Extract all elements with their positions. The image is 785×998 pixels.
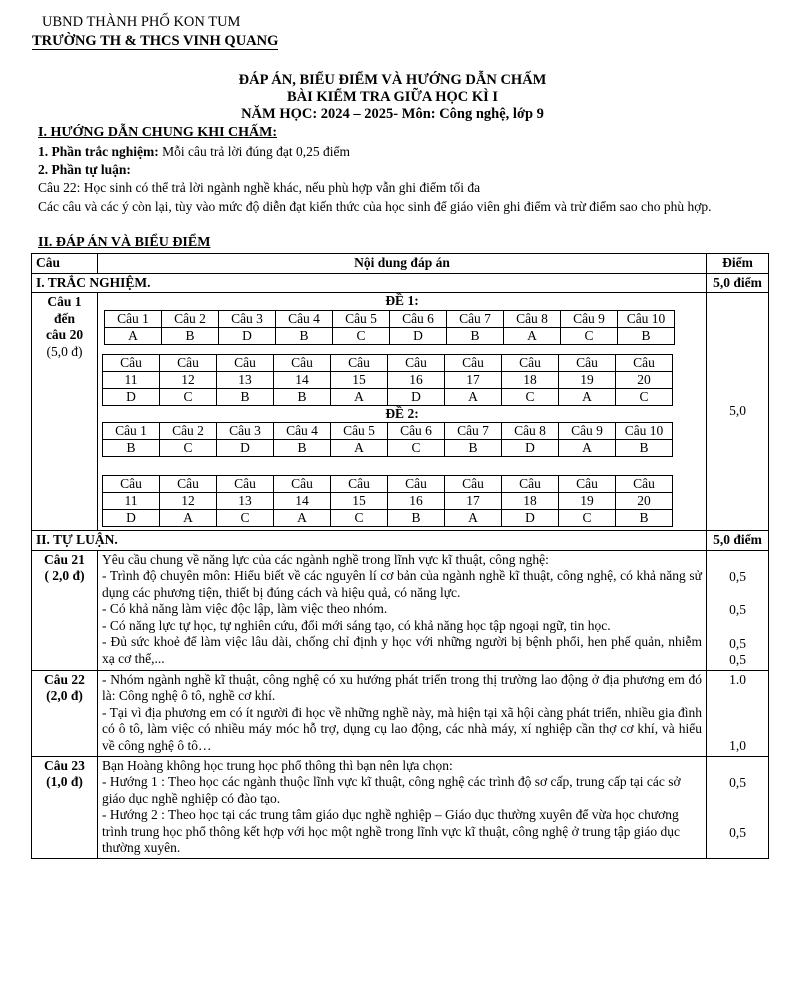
- answer-grid-cell: Câu: [103, 476, 160, 493]
- answer-grid-cell: Câu 2: [160, 423, 217, 440]
- answer-grid-cell: 19: [559, 371, 616, 388]
- answer-grid-cell: Câu 4: [274, 423, 331, 440]
- q21-score: 0,5: [729, 602, 746, 617]
- answer-grid-cell: A: [105, 327, 162, 344]
- answer-grid-cell: 20: [616, 493, 673, 510]
- q23-line: - Hướng 1 : Theo học các ngành thuộc lĩnh vực kĩ thuật, công nghệ các trình độ sơ cấp, trung cấp tại các sở giáo dục nghề nghiệp có đào tạo.: [102, 774, 681, 806]
- q23-score: 0,5: [729, 774, 746, 790]
- tl-heading: II. TỰ LUẬN.: [32, 531, 707, 551]
- answer-grid-cell: B: [217, 388, 274, 405]
- answer-grid-cell: Câu: [616, 354, 673, 371]
- answer-grid-cell: Câu: [274, 476, 331, 493]
- col-diem: Điểm: [707, 254, 769, 274]
- answer-grid-cell: B: [447, 327, 504, 344]
- answer-grid-cell: Câu: [445, 354, 502, 371]
- answer-grid-cell: Câu: [445, 476, 502, 493]
- q21-line: - Có khả năng làm việc độc lập, làm việc theo nhóm.: [102, 601, 388, 616]
- answer-grid-cell: C: [160, 388, 217, 405]
- table-header-row: [32, 254, 769, 274]
- q22-scores: [707, 670, 769, 756]
- answer-grid-cell: C: [331, 510, 388, 527]
- answer-grid-cell: B: [388, 510, 445, 527]
- tn-label-4: (5,0 đ): [46, 343, 83, 359]
- answer-grid-cell: 14: [274, 371, 331, 388]
- q21-score: 0,5: [729, 652, 746, 667]
- answer-grid-cell: B: [274, 388, 331, 405]
- doc-title: ĐÁP ÁN, BIỂU ĐIỂM VÀ HƯỚNG DẪN CHẤM: [238, 72, 547, 88]
- q22-score: 1,0: [729, 738, 746, 753]
- tn-heading: I. TRẮC NGHIỆM.: [32, 273, 707, 293]
- q22-row: [32, 670, 769, 756]
- general-heading: I. HƯỚNG DẪN CHUNG KHI CHẤM:: [38, 125, 278, 140]
- answer-grid-cell: Câu 10: [618, 310, 675, 327]
- q21-label-text: Câu 21: [44, 551, 85, 567]
- answer-grid-cell: 15: [331, 493, 388, 510]
- answer-grid-cell: Câu: [616, 476, 673, 493]
- answer-grid-row: [105, 310, 675, 327]
- answer-grid-cell: 13: [217, 371, 274, 388]
- tn-label-2: đến: [53, 310, 75, 326]
- q21-line: - Có năng lực tự học, tự nghiên cứu, đổi mới sáng tạo, có khả năng học tập ngoại ngữ, tin học.: [102, 617, 611, 633]
- de2-heading: ĐỀ 2:: [385, 405, 419, 421]
- answer-grid-cell: Câu: [331, 476, 388, 493]
- answer-grid-cell: B: [274, 440, 331, 457]
- q21-pts: ( 2,0 đ): [44, 568, 85, 583]
- tn-heading-row: [32, 273, 769, 293]
- tl-score: 5,0 điểm: [707, 531, 769, 551]
- p2-label: 2. Phần tự luận:: [38, 162, 131, 177]
- answer-grid-cell: Câu 6: [390, 310, 447, 327]
- answer-grid-cell: B: [276, 327, 333, 344]
- answer-grid-cell: B: [618, 327, 675, 344]
- answer-grid-cell: Câu: [559, 476, 616, 493]
- answer-grid-cell: Câu: [559, 354, 616, 371]
- q21-line: Yêu cầu chung về năng lực của các ngành nghề trong lĩnh vực kĩ thuật, công nghệ:: [102, 551, 549, 567]
- answer-grid-cell: Câu 10: [616, 423, 673, 440]
- answer-grid-cell: Câu: [502, 476, 559, 493]
- answer-grid-cell: 17: [445, 493, 502, 510]
- answer-grid-cell: Câu 3: [217, 423, 274, 440]
- tn-body-row: [32, 293, 769, 531]
- answer-grid-cell: Câu: [217, 476, 274, 493]
- general-p4: Các câu và các ý còn lại, tùy vào mức độ diễn đạt kiến thức của học sinh để giáo viên ghi điểm và trừ điểm sao cho phù hợp.: [38, 199, 712, 214]
- answer-grid-cell: Câu 9: [559, 423, 616, 440]
- answer-grid-cell: C: [217, 510, 274, 527]
- answer-grid-row: [103, 493, 673, 510]
- answer-grid-cell: 11: [103, 371, 160, 388]
- general-p1: [38, 144, 350, 159]
- answer-grid-cell: C: [616, 388, 673, 405]
- general-p2: [38, 162, 131, 177]
- answer-grid-cell: Câu: [388, 476, 445, 493]
- answer-grid-cell: 16: [388, 371, 445, 388]
- q22-line: - Tại vì địa phương em có ít người đi học về những nghề này, mà hiện tại xã hội càng phát triển, nhiều gia đình có ô tô, làm việc có nhiều máy móc hỗ trợ, dụng cụ lao động, các nhà máy, xí nghiệp cần thợ cơ khí, và hiểu về công nghệ ô tô…: [102, 704, 702, 753]
- answer-grid-cell: Câu 2: [162, 310, 219, 327]
- answer-grid-cell: Câu 4: [276, 310, 333, 327]
- answer-grid-cell: Câu 8: [504, 310, 561, 327]
- answer-grid-cell: B: [616, 440, 673, 457]
- q21-content: [98, 550, 707, 670]
- answer-grid-row: [103, 371, 673, 388]
- school-name: [32, 33, 278, 50]
- col-cau: Câu: [32, 254, 98, 274]
- answer-grid-cell: A: [445, 388, 502, 405]
- answer-grid-cell: D: [217, 440, 274, 457]
- answer-grid-cell: Câu 5: [331, 423, 388, 440]
- answer-grid-cell: 18: [502, 371, 559, 388]
- answer-grid-cell: Câu 7: [445, 423, 502, 440]
- answer-grid-cell: D: [388, 388, 445, 405]
- col-noidung: Nội dung đáp án: [98, 254, 707, 274]
- q21-score: 0,5: [729, 568, 746, 584]
- tn-total: 5,0: [707, 293, 769, 531]
- q23-scores: [707, 756, 769, 858]
- answer-grid-cell: Câu 1: [105, 310, 162, 327]
- answer-grid-cell: A: [504, 327, 561, 344]
- answer-grid-cell: 11: [103, 493, 160, 510]
- doc-subtitle: BÀI KIỂM TRA GIỮA HỌC KÌ I: [286, 89, 499, 105]
- q22-content: [98, 670, 707, 756]
- q23-label-text: Câu 23: [44, 757, 85, 773]
- answer-grid-cell: A: [559, 440, 616, 457]
- answer-grid-cell: Câu: [274, 354, 331, 371]
- answer-grid-cell: D: [219, 327, 276, 344]
- answer-grid-row: [103, 354, 673, 371]
- answer-grid-cell: 15: [331, 371, 388, 388]
- answer-grid-cell: 18: [502, 493, 559, 510]
- answer-grid-cell: Câu: [388, 354, 445, 371]
- section2-heading: II. ĐÁP ÁN VÀ BIỂU ĐIỂM: [38, 235, 211, 250]
- answer-grid-cell: C: [333, 327, 390, 344]
- de2-grid-2: [102, 475, 673, 527]
- tn-label: [32, 293, 98, 531]
- answer-grid-cell: A: [331, 440, 388, 457]
- answer-grid-cell: Câu: [160, 476, 217, 493]
- answer-grid-cell: Câu 3: [219, 310, 276, 327]
- q23-line: - Hướng 2 : Theo học tại các trung tâm giáo dục nghề nghiệp – Giáo dục thường xuyên để vừa học chương trình trung học phổ thông kết hợp với học một nghề trong lĩnh vực kĩ thuật, công nghệ ở trung tập giáo dục thường xuyên.: [102, 807, 681, 855]
- q23-line: Bạn Hoàng không học trung học phổ thông thì bạn nên lựa chọn:: [102, 757, 453, 773]
- p1-label: 1. Phần trắc nghiệm:: [38, 144, 159, 159]
- answer-grid-cell: B: [103, 440, 160, 457]
- answer-grid-row: [103, 440, 673, 457]
- answer-grid-cell: A: [331, 388, 388, 405]
- answer-grid-cell: D: [103, 388, 160, 405]
- answer-grid-cell: 17: [445, 371, 502, 388]
- answer-grid-cell: B: [162, 327, 219, 344]
- de1-grid-1: [104, 310, 675, 345]
- answer-grid-cell: B: [616, 510, 673, 527]
- tn-content: [98, 293, 707, 531]
- answer-grid-cell: 20: [616, 371, 673, 388]
- tn-score: 5,0 điểm: [707, 273, 769, 293]
- answer-grid-cell: 13: [217, 493, 274, 510]
- q22-line: - Nhóm ngành nghề kĩ thuật, công nghệ có xu hướng phát triển trong thị trường lao động ở địa phương em đó là: Công nghệ ô tô, nghề cơ khí.: [102, 671, 702, 703]
- answer-grid-cell: D: [390, 327, 447, 344]
- answer-grid-row: [105, 327, 675, 344]
- answer-grid-cell: D: [502, 510, 559, 527]
- answer-table: [31, 253, 769, 859]
- de1-heading: ĐỀ 1:: [385, 293, 419, 308]
- answer-grid-cell: 14: [274, 493, 331, 510]
- answer-grid-cell: C: [561, 327, 618, 344]
- q22-score: 1.0: [729, 671, 746, 687]
- general-p3: Câu 22: Học sinh có thể trả lời ngành nghề khác, nếu phù hợp vẫn ghi điểm tối đa: [38, 180, 481, 195]
- answer-grid-cell: A: [160, 510, 217, 527]
- answer-grid-row: [103, 423, 673, 440]
- answer-grid-cell: C: [502, 388, 559, 405]
- answer-grid-row: [103, 388, 673, 405]
- de2-grid-1: [102, 422, 673, 457]
- answer-grid-cell: A: [559, 388, 616, 405]
- answer-grid-cell: Câu 9: [561, 310, 618, 327]
- answer-grid-cell: C: [559, 510, 616, 527]
- answer-grid-cell: B: [445, 440, 502, 457]
- q22-pts: (2,0 đ): [46, 688, 83, 703]
- tn-label-1: Câu 1: [47, 294, 82, 309]
- answer-grid-cell: C: [388, 440, 445, 457]
- answer-grid-cell: 12: [160, 493, 217, 510]
- answer-grid-cell: Câu 8: [502, 423, 559, 440]
- q23-content: [98, 756, 707, 858]
- school-name-text: TRƯỜNG TH & THCS VINH QUANG: [32, 33, 279, 49]
- q22-label: [32, 670, 98, 756]
- answer-grid-cell: Câu 5: [333, 310, 390, 327]
- q21-row: [32, 550, 769, 670]
- de1-grid-2: [102, 354, 673, 406]
- p1-text: Mỗi câu trả lời đúng đạt 0,25 điểm: [158, 144, 350, 159]
- q21-line: - Trình độ chuyên môn: Hiểu biết về các nguyên lí cơ bản của ngành nghề kĩ thuật, công nghệ, có khả năng sử dụng các phương tiện, thiết bị đúng cách và hiệu quả, có năng lực.: [102, 568, 702, 600]
- q21-score: 0,5: [729, 635, 746, 651]
- answer-grid-cell: A: [445, 510, 502, 527]
- q23-score: 0,5: [729, 825, 746, 840]
- answer-grid-cell: C: [160, 440, 217, 457]
- answer-grid-cell: Câu: [502, 354, 559, 371]
- answer-grid-cell: Câu: [160, 354, 217, 371]
- q23-row: [32, 756, 769, 858]
- answer-grid-cell: Câu: [331, 354, 388, 371]
- q22-label-text: Câu 22: [44, 671, 85, 687]
- answer-grid-cell: Câu 7: [447, 310, 504, 327]
- answer-grid-cell: 19: [559, 493, 616, 510]
- answer-grid-cell: Câu: [103, 354, 160, 371]
- org-name: UBND THÀNH PHỐ KON TUM: [42, 14, 241, 30]
- q23-label: [32, 756, 98, 858]
- answer-grid-row: [103, 476, 673, 493]
- answer-grid-cell: Câu: [217, 354, 274, 371]
- answer-grid-row: [103, 510, 673, 527]
- q21-line: - Đủ sức khoẻ để làm việc lâu dài, chống chỉ định y học với những người bị bệnh phổi, hen phế quản, nhiễm xạ cơ thể,...: [102, 634, 702, 666]
- q21-scores: [707, 550, 769, 670]
- q23-pts: (1,0 đ): [46, 774, 83, 789]
- answer-grid-cell: Câu 6: [388, 423, 445, 440]
- answer-grid-cell: D: [103, 510, 160, 527]
- doc-year-subject: NĂM HỌC: 2024 – 2025- Môn: Công nghệ, lớp 9: [241, 106, 544, 122]
- answer-grid-cell: A: [274, 510, 331, 527]
- tn-label-3: câu 20: [45, 327, 84, 342]
- answer-grid-cell: 16: [388, 493, 445, 510]
- tl-heading-row: [32, 531, 769, 551]
- answer-grid-cell: D: [502, 440, 559, 457]
- q21-label: [32, 550, 98, 670]
- answer-grid-cell: Câu 1: [103, 423, 160, 440]
- answer-grid-cell: 12: [160, 371, 217, 388]
